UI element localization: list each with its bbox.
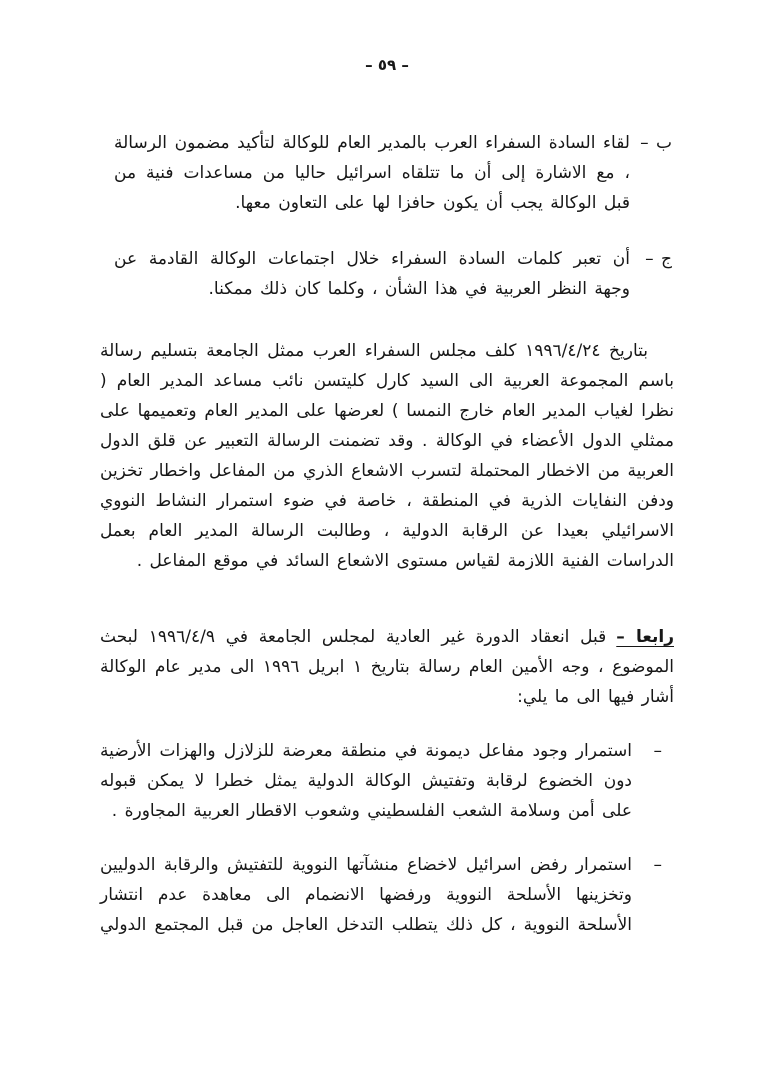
list-item-j-text: أن تعبر كلمات السادة السفراء خلال اجتماعات الوكالة القادمة عن وجهة النظر العربية في هذا الشأن ، وكلما كان ذلك ممكنا. [114,249,630,299]
bullet-item-2-text: استمرار رفض اسرائيل لاخضاع منشآتها النووية للتفتيش والرقابة الدوليين وتخزينها الأسلحة النووية ورفضها الانضمام الى معاهدة عدم انتشار الأسلحة النووية ، كل ذلك يتطلب التدخل العاجل من قبل المجتمع الدولي [100,855,632,935]
document-body [100,128,674,940]
section-fourth-text: قبل انعقاد الدورة غير العادية لمجلس الجامعة في ١٩٩٦/٤/٩ لبحث الموضوع ، وجه الأمين العام رسالة بتاريخ ١ ابريل ١٩٩٦ الى مدير عام الوكالة أشار فيها الى ما يلي: [100,627,675,707]
list-item-b-marker: ب – [640,133,672,153]
page-number: – ٥٩ – [365,56,409,74]
list-item-b-text: لقاء السادة السفراء العرب بالمدير العام للوكالة لتأكيد مضمون الرسالة ، مع الاشارة إلى أن ما تتلقاه اسرائيل حاليا من مساعدات فنية من قبل الوكالة يجب أن يكون حافزا لها على التعاون معها. [114,133,630,213]
list-item-j [100,244,674,304]
dash-icon: – [653,855,662,875]
section-fourth-marker: رابعا – [616,627,674,647]
bullet-item-1 [100,736,674,826]
dash-icon: – [653,741,662,761]
list-item-b [100,128,674,218]
paragraph-main: بتاريخ ١٩٩٦/٤/٢٤ كلف مجلس السفراء العرب ممثل الجامعة بتسليم رسالة باسم المجموعة العربية الى السيد كارل كليتسن نائب مساعد المدير العام ( نظرا لغياب المدير العام خارج النمسا ) لعرضها على المدير العام وتعميمها على ممثلي الدول الأعضاء في الوكالة . وقد تضمنت الرسالة التعبير عن قلق الدول العربية من الاخطار المحتملة لتسرب الاشعاع الذري من المفاعل واخطار تخزين ودفن النفايات الذرية في المنطقة ، خاصة في ضوء استمرار النشاط النووي الاسرائيلي بعيدا عن الرقابة الدولية ، وطالبت الرسالة المدير العام بعمل الدراسات الفنية اللازمة لقياس مستوى الاشعاع السائد في موقع المفاعل . [100,341,674,571]
section-fourth [100,622,674,712]
list-item-j-marker: ج – [645,249,672,269]
bullet-item-2 [100,850,674,940]
bullet-item-1-text: استمرار وجود مفاعل ديمونة في منطقة معرضة للزلازل والهزات الأرضية دون الخضوع لرقابة وتفتيش الوكالة الدولية يمثل خطرا لا يمكن قبوله على أمن وسلامة الشعب الفلسطيني وشعوب الاقطار العربية المجاورة . [100,741,632,821]
